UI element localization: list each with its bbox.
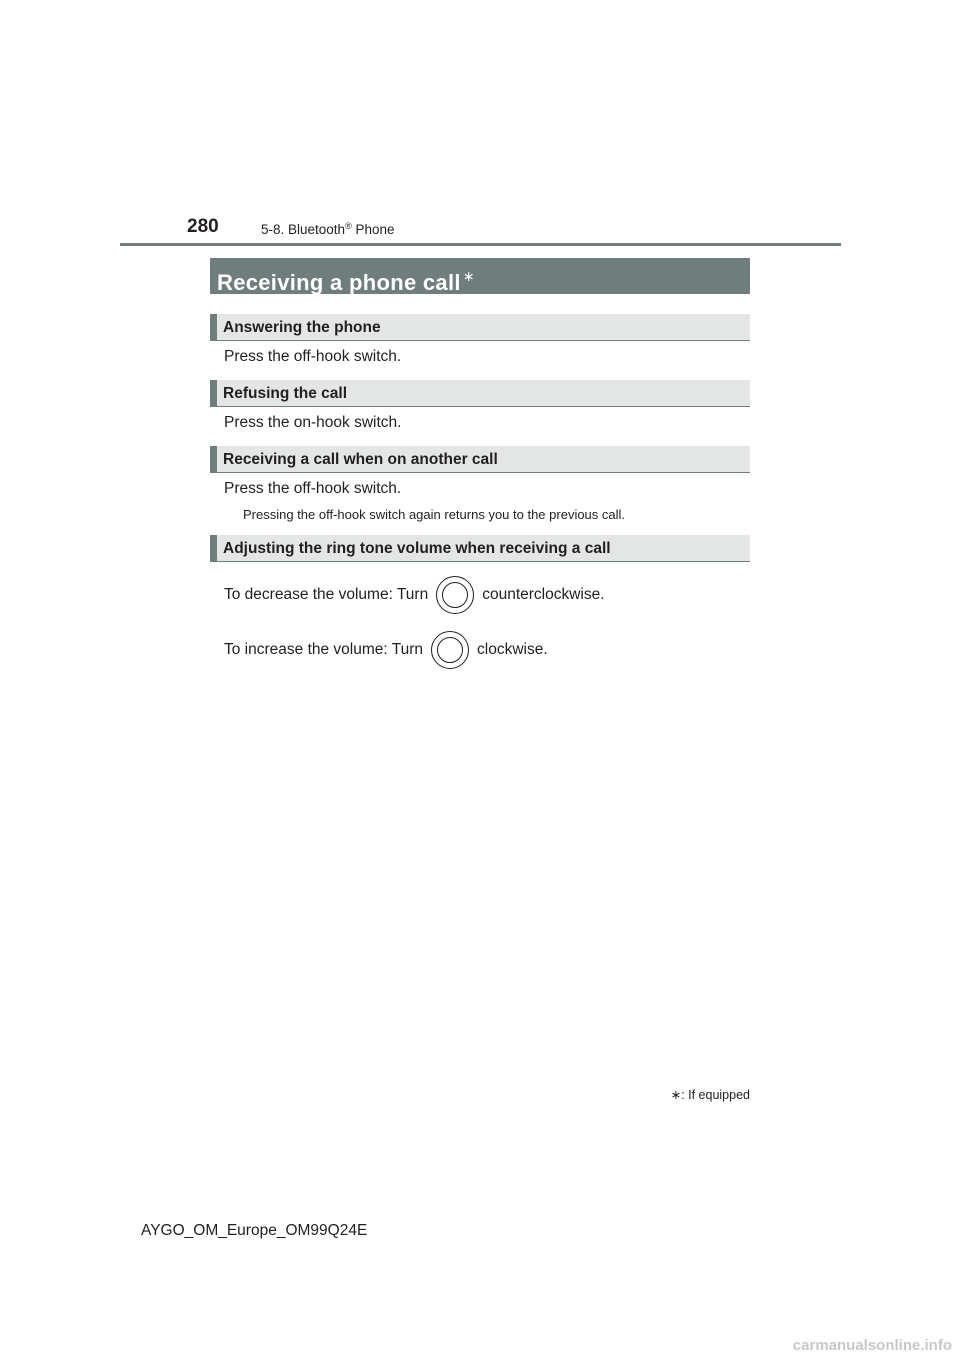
breadcrumb-suffix: Phone xyxy=(351,222,395,237)
body-refusing: Press the on-hook switch. xyxy=(224,414,402,431)
header-rule xyxy=(120,243,841,246)
note-another-call: Pressing the off-hook switch again returns you to the previous call. xyxy=(243,507,626,522)
footer-doc-code: AYGO_OM_Europe_OM99Q24E xyxy=(141,1222,368,1239)
subhead-refusing: Refusing the call xyxy=(210,380,750,407)
breadcrumb-prefix: 5-8. Bluetooth xyxy=(261,222,346,237)
watermark: carmanualsonline.info xyxy=(792,1337,952,1354)
volume-decrease-text: To decrease the volume: Turn xyxy=(224,586,429,603)
section-title-text: Receiving a phone call xyxy=(217,270,461,295)
volume-knob-icon xyxy=(436,576,474,614)
subhead-answering: Answering the phone xyxy=(210,314,750,341)
volume-increase-text: To increase the volume: Turn xyxy=(224,641,424,658)
volume-decrease-direction: counterclockwise. xyxy=(482,586,605,603)
section-title xyxy=(210,258,750,294)
body-another-call: Press the off-hook switch. xyxy=(224,480,402,497)
footnote xyxy=(671,1087,750,1102)
subhead-another-call: Receiving a call when on another call xyxy=(210,446,750,473)
page-number: 280 xyxy=(187,216,219,237)
subhead-ring-tone-volume: Adjusting the ring tone volume when receiving a call xyxy=(210,535,750,562)
asterisk-mark: ∗ xyxy=(462,268,475,284)
body-answering: Press the off-hook switch. xyxy=(224,348,402,365)
volume-knob-icon xyxy=(431,631,469,669)
volume-decrease-line xyxy=(224,576,605,614)
footnote-text: : If equipped xyxy=(681,1088,750,1102)
volume-increase-line xyxy=(224,631,548,669)
registered-mark: ® xyxy=(345,221,352,231)
volume-increase-direction: clockwise. xyxy=(477,641,548,658)
breadcrumb xyxy=(261,221,395,237)
footnote-mark: ∗ xyxy=(670,1088,682,1102)
